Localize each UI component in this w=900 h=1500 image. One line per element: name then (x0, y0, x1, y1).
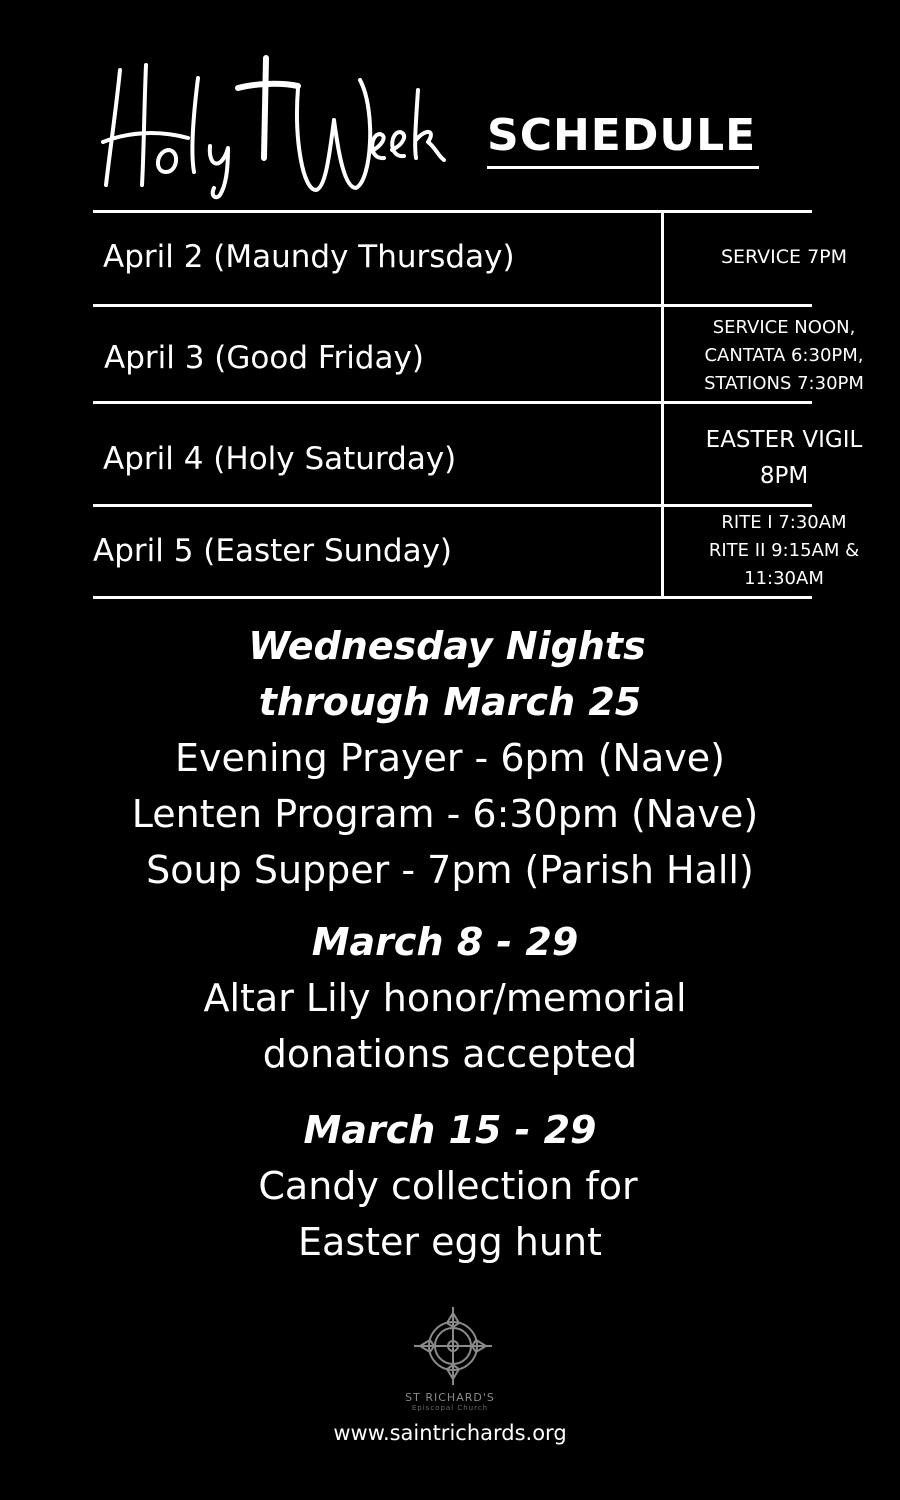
event-line: donations accepted (262, 1032, 638, 1076)
event-line: Altar Lily honor/memorial (203, 976, 687, 1020)
logo-name: ST RICHARD'S (405, 1391, 495, 1404)
heading-underline (487, 166, 759, 169)
service-line: SERVICE 7PM (720, 246, 848, 268)
service-line: RITE II 9:15AM & (708, 540, 860, 561)
table-rule (93, 504, 812, 507)
row-day: April 3 (Good Friday) (104, 340, 424, 376)
lilies-section (0, 914, 900, 1082)
celtic-cross-icon (412, 1305, 494, 1387)
schedule-table (93, 210, 864, 600)
wednesday-section (0, 618, 900, 898)
event-line: Soup Supper - 7pm (Parish Hall) (146, 848, 754, 892)
row-day: April 2 (Maundy Thursday) (103, 239, 515, 275)
service-line: CANTATA 6:30PM, (704, 345, 864, 366)
website-link[interactable]: www.saintrichards.org (333, 1421, 567, 1445)
schedule-heading: SCHEDULE (487, 110, 757, 161)
row-service (664, 243, 900, 271)
row-service (664, 314, 900, 398)
service-line: SERVICE NOON, (712, 317, 856, 338)
logo-subtitle: Episcopal Church (411, 1404, 489, 1412)
section-heading: through March 25 (258, 680, 642, 724)
table-rule (93, 596, 812, 599)
service-line: STATIONS 7:30PM (704, 373, 864, 394)
row-day: April 4 (Holy Saturday) (103, 441, 457, 477)
event-line: Evening Prayer - 6pm (Nave) (175, 736, 725, 780)
service-line: 11:30AM (744, 568, 824, 589)
service-line: 8PM (759, 463, 809, 489)
service-line: EASTER VIGIL (705, 427, 863, 453)
service-line: RITE I 7:30AM (721, 512, 847, 533)
table-rule (93, 210, 812, 213)
event-line: Lenten Program - 6:30pm (Nave) (131, 792, 759, 836)
row-service (664, 509, 900, 593)
table-rule (93, 401, 812, 404)
row-service (664, 422, 900, 494)
section-heading: Wednesday Nights (248, 624, 646, 668)
event-line: Easter egg hunt (298, 1220, 602, 1264)
row-day: April 5 (Easter Sunday) (93, 533, 453, 569)
candy-section (0, 1102, 900, 1270)
holy-week-script-title (98, 50, 448, 200)
table-rule (93, 304, 812, 307)
section-heading: March 8 - 29 (311, 920, 579, 964)
event-line: Candy collection for (258, 1164, 638, 1208)
section-heading: March 15 - 29 (303, 1108, 597, 1152)
